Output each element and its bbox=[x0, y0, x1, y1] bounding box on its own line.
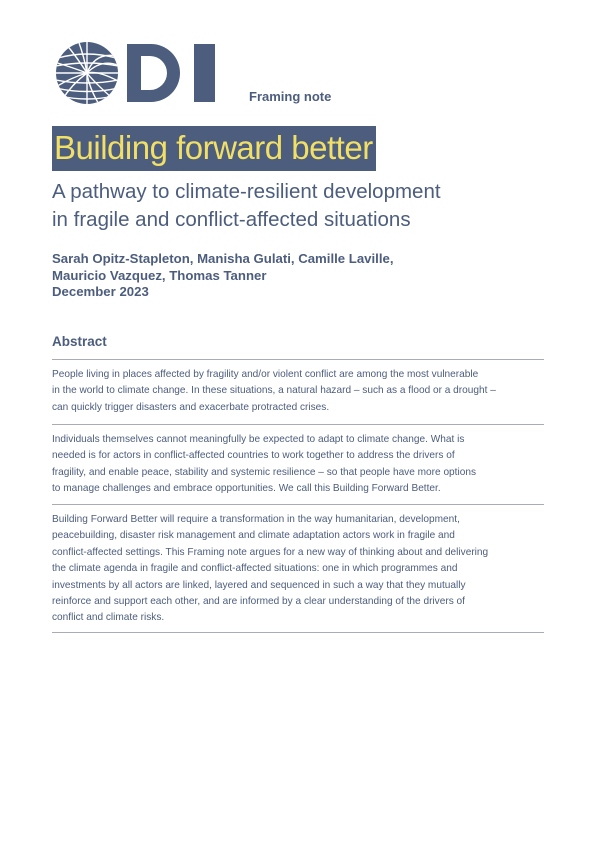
text-line: the climate agenda in fragile and conflict-affected situations: one in which programmes and bbox=[52, 563, 458, 575]
page-title: Building forward better bbox=[54, 129, 373, 166]
author-block bbox=[52, 251, 522, 301]
abstract-paragraph-1 bbox=[52, 367, 544, 416]
logo-letter-i bbox=[194, 44, 215, 102]
subtitle-line: in fragile and conflict-affected situations bbox=[52, 208, 411, 231]
text-line: Building Forward Better will require a transformation in the way humanitarian, development, bbox=[52, 514, 460, 525]
divider bbox=[52, 424, 544, 425]
text-line: investments by all actors are linked, layered and sequenced in such a way that they mutually bbox=[52, 579, 466, 591]
text-line: conflict-affected settings. This Framing note argues for a new way of thinking about and delivering bbox=[52, 546, 489, 558]
text-line: can quickly trigger disasters and exacerbate protracted crises. bbox=[52, 401, 330, 413]
divider bbox=[52, 359, 544, 360]
text-line: reinforce and support each other, and are informed by a clear understanding of the drivers of bbox=[52, 596, 465, 608]
page-subtitle bbox=[52, 178, 522, 234]
abstract-paragraph-2 bbox=[52, 432, 544, 498]
text-line: to manage challenges and embrace opportunities. We call this Building Forward Better. bbox=[52, 483, 441, 495]
text-line: Individuals themselves cannot meaningfully be expected to adapt to climate change. What is bbox=[52, 434, 465, 445]
text-line: People living in places affected by fragility and/or violent conflict are among the most vulnerable bbox=[52, 369, 479, 380]
globe-icon bbox=[56, 42, 120, 104]
text-line: fragility, and enable peace, stability and systemic resilience – so that people have more options bbox=[52, 466, 476, 478]
text-line: conflict and climate risks. bbox=[52, 612, 165, 624]
author-line: Mauricio Vazquez, Thomas Tanner bbox=[52, 267, 267, 283]
divider bbox=[52, 632, 544, 633]
publication-date: December 2023 bbox=[52, 284, 149, 299]
subtitle-line: A pathway to climate-resilient development bbox=[52, 180, 441, 203]
odi-logo bbox=[56, 42, 218, 104]
divider bbox=[52, 504, 544, 505]
logo-letter-d bbox=[127, 44, 180, 102]
odi-logo-mark bbox=[56, 42, 218, 104]
abstract-paragraph-3 bbox=[52, 512, 544, 627]
document-type-label: Framing note bbox=[249, 89, 332, 104]
text-line: needed is for actors in conflict-affected countries to work together to address the drivers of bbox=[52, 450, 455, 462]
text-line: peacebuilding, disaster risk management and climate adaptation actors work in fragile and bbox=[52, 530, 455, 542]
author-line: Sarah Opitz-Stapleton, Manisha Gulati, Camille Laville, bbox=[52, 251, 394, 266]
abstract-heading: Abstract bbox=[52, 334, 107, 349]
text-line: in the world to climate change. In these situations, a natural hazard – such as a flood or a drought – bbox=[52, 385, 496, 397]
title-banner bbox=[52, 126, 376, 171]
